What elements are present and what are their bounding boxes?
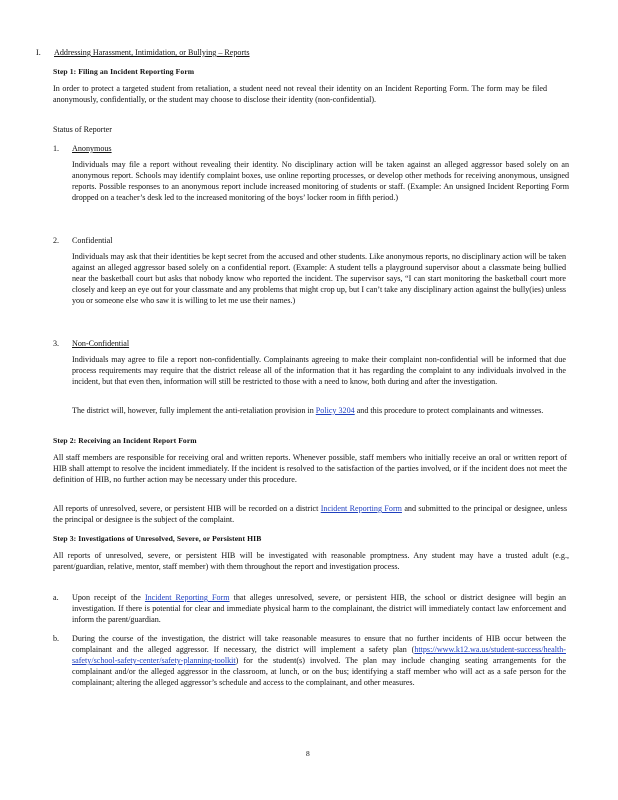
step-2-paragraph-2 [53, 503, 567, 525]
list-item-title-non-confidential: Non-Confidential [72, 339, 130, 348]
section-title: Addressing Harassment, Intimidation, or Bullying – Reports [54, 48, 250, 57]
step-2-heading: Step 2: Receiving an Incident Report Form [53, 436, 197, 445]
step-3-paragraph-1: All reports of unresolved, severe, or persistent HIB will be investigated with reasonable promptness. Any student may have a trusted adult (e.g., parent/guardian, relative, mentor, staff member) with them throughout the report and investigation process. [53, 551, 569, 572]
step-1-intro: In order to protect a targeted student from retaliation, a student need not reveal their identity on an Incident Reporting Form. The form may be filed anonymously, confidentially, or the student may choose to disclose their identity (non-confidential). [53, 84, 547, 105]
safety-planning-toolkit-link[interactable]: https://www.k12.wa.us/student-success/health-safety/school-safety-center/safety-planning-toolkit [72, 645, 566, 666]
list-item-text-anonymous: Individuals may file a report without revealing their identity. No disciplinary action will be taken against an alleged aggressor based solely on an anonymous report. Schools may identify complaint boxes, use online reporting processes, or develop other methods for receiving anonymous, unsigned reports. Possible responses to an anonymous report include increased monitoring of students or staff. (Example: An unsigned Incident Reporting Form dropped on a teacher’s desk led to the increased monitoring of the boys’ locker room in fifth period.) [72, 160, 569, 203]
paragraph-text: Upon receipt of the [72, 593, 145, 602]
page-number: 8 [306, 749, 310, 758]
incident-reporting-form-link[interactable]: Incident Reporting Form [144, 593, 230, 602]
step-3-item-a [72, 592, 566, 625]
list-item-title-confidential: Confidential [72, 236, 113, 245]
paragraph-text: All reports of unresolved, severe, or persistent HIB will be recorded on a district [53, 504, 321, 513]
list-item-title-anonymous: Anonymous [72, 144, 112, 153]
list-item-letter: a. [53, 593, 59, 602]
step-3-item-b [72, 633, 566, 688]
list-item-number: 1. [53, 144, 60, 153]
list-item-number: 3. [53, 339, 60, 348]
step-1-heading: Step 1: Filing an Incident Reporting Form [53, 67, 195, 76]
step-2-paragraph-1: All staff members are responsible for receiving oral and written reports. Whenever possible, staff members who initially receive an oral or written report of HIB shall attempt to resolve the incident immediately. If the incident is resolved to the satisfaction of the parties involved, or if the incident does not meet the definition of HIB, no further action may be necessary under this procedure. [53, 453, 567, 485]
paragraph-text: and submitted to the principal or designee, unless the principal or designee is the subject of the complaint. [53, 504, 567, 525]
paragraph-text: ) for the student(s) involved. The plan may include changing seating arrangements for the complainant and/or the alleged aggressor in the classroom, at lunch, or on the bus; identifying a staff member who will act as a safe person for the complainant; altering the alleged aggressor’s schedule and access to the complainant, and other measures. [72, 656, 566, 688]
incident-reporting-form-link[interactable]: Incident Reporting Form [320, 504, 402, 513]
paragraph-text: that alleges unresolved, severe, or persistent HIB, the school or district designee will begin an investigation. If there is potential for clear and immediate physical harm to the complainant, the district will immediately contact law enforcement and inform the parent/guardian. [72, 593, 566, 625]
status-of-reporter-label: Status of Reporter [53, 125, 112, 134]
section-number: I. [36, 48, 41, 57]
list-item-letter: b. [53, 634, 60, 643]
paragraph-text: During the course of the investigation, the district will take reasonable measures to ensure that no further incidents of HIB occur between the complainant and the alleged aggressor. If necessary, the district will implement a safety plan ( [72, 634, 566, 655]
list-item-number: 2. [53, 236, 60, 245]
paragraph-text: and this procedure to protect complainants and witnesses. [354, 406, 544, 415]
list-item-text-confidential: Individuals may ask that their identities be kept secret from the accused and other students. Like anonymous reports, no disciplinary action will be taken against an alleged aggressor based solely on a confidential report. (Example: A student tells a playground supervisor about a classmate being bullied near the basketball court but asks that nobody know who reported the incident. The supervisor says, “I can start monitoring the basketball court more closely and keep an eye out for your classmate and any problems that might crop up, but I can’t take any disciplinary action against the bully(ies) unless you or someone else who saw it is willing to let me use their names.) [72, 252, 566, 306]
anti-retaliation-paragraph [72, 405, 566, 416]
policy-3204-link[interactable]: Policy 3204 [315, 406, 355, 415]
list-item-text-non-confidential: Individuals may agree to file a report non-confidentially. Complainants agreeing to make their complaint non-confidential will be informed that due process requirements may require that the district release all of the information that it has regarding the complaint to any individuals involved in the incident, but that even then, information will still be restricted to those with a need to know, both during and after the investigation. [72, 355, 566, 387]
paragraph-text: The district will, however, fully implement the anti-retaliation provision in [72, 406, 316, 415]
step-3-heading: Step 3: Investigations of Unresolved, Severe, or Persistent HIB [53, 534, 262, 543]
